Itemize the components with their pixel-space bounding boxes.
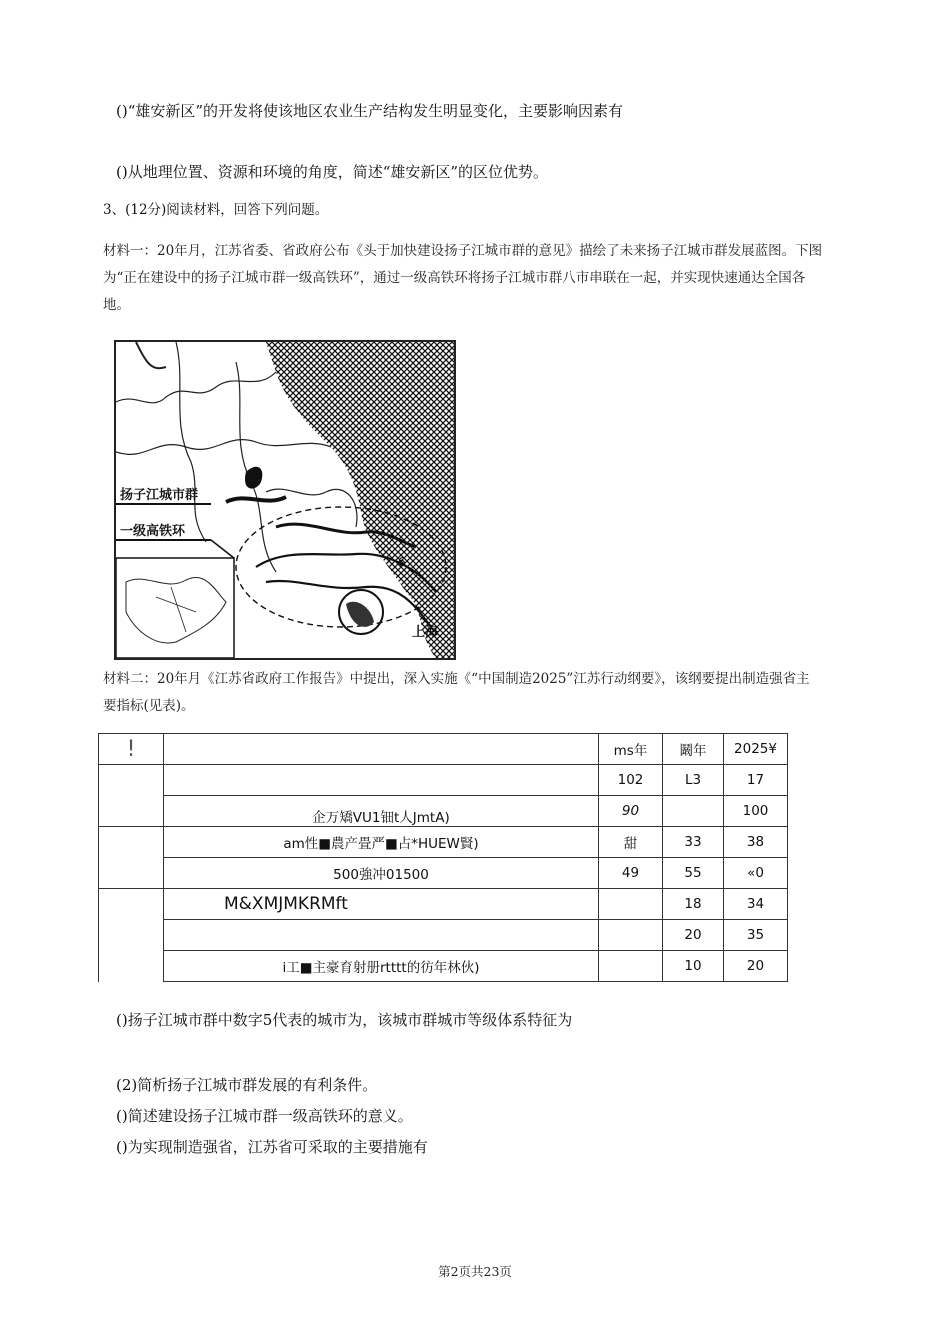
material-one: 材料一：20年月，江苏省委、省政府公布《头于加快建设扬子江城市群的意见》描绘了未来扬子江城市群发展蓝图。下图为“正在建设中的扬子江城市群一级高铁环”，通过一级高铁环将扬子江城市群八市串联在一起，并实现快速通达全国各地。 — [103, 243, 823, 313]
legend-cluster-label: 扬子江城市群 — [120, 488, 199, 503]
table-header-cell — [164, 734, 599, 765]
table-row — [99, 765, 788, 796]
table-cell: i工■主豪育射册rtttt的彷年林伙) — [164, 951, 599, 982]
table-cell — [99, 889, 164, 920]
table-cell: 49 — [599, 858, 663, 889]
table-cell: 18 — [663, 889, 724, 920]
table-header-cell: 鬫年 — [663, 734, 724, 765]
table-cell — [99, 858, 164, 889]
table-cell — [663, 796, 724, 827]
sub-question-2: (2)简析扬子江城市群发展的有利条件。 — [116, 1076, 378, 1094]
table-row — [99, 889, 788, 920]
table-header-row — [99, 734, 788, 765]
table-cell — [99, 827, 164, 858]
map-city-label: 上海 — [412, 625, 439, 640]
question-3-heading: 3、(12分)阅读材料，回答下列问题。 — [103, 202, 329, 218]
table-row — [99, 920, 788, 951]
table-row — [99, 951, 788, 982]
table-cell: 55 — [663, 858, 724, 889]
table-cell — [599, 951, 663, 982]
table-cell — [99, 951, 164, 982]
table-cell: 甜 — [599, 827, 663, 858]
sub-question-1: ()扬子江城市群中数字5代表的城市为，该城市群城市等级体系特征为 — [116, 1011, 573, 1029]
table-row — [99, 827, 788, 858]
table-cell — [99, 920, 164, 951]
table-cell: L3 — [663, 765, 724, 796]
question-a: ()“雄安新区”的开发将使该地区农业生产结构发生明显变化，主要影响因素有 — [116, 102, 624, 120]
table-cell: 34 — [724, 889, 788, 920]
table-header-cell: ms年 — [599, 734, 663, 765]
table-cell: am性■農产畳严■占*HUEW賢) — [164, 827, 599, 858]
table-cell: 20 — [724, 951, 788, 982]
table-row — [99, 858, 788, 889]
table-cell: 500強冲01500 — [164, 858, 599, 889]
table-cell: 10 — [663, 951, 724, 982]
table-cell — [164, 765, 599, 796]
legend-rail-label: 一级高铁环 — [120, 524, 186, 539]
table-cell: 100 — [724, 796, 788, 827]
table-header-cell: ! — [99, 734, 164, 765]
page-footer: 第2页共23页 — [438, 1264, 512, 1279]
sub-question-3: ()简述建设扬子江城市群一级高铁环的意义。 — [116, 1107, 413, 1125]
table-header-cell: 2025¥ — [724, 734, 788, 765]
indicator-table — [98, 733, 788, 982]
sub-question-4: ()为实现制造强省，江苏省可采取的主要措施有 — [116, 1138, 428, 1156]
table-cell: 20 — [663, 920, 724, 951]
table-cell — [99, 796, 164, 827]
map-number-label: 6 — [398, 555, 406, 569]
table-cell — [599, 889, 663, 920]
map-figure — [114, 340, 456, 660]
table-cell — [599, 920, 663, 951]
table-row — [99, 796, 788, 827]
table-cell: 102 — [599, 765, 663, 796]
table-cell — [164, 920, 599, 951]
table-cell: M&XMJMKRMft — [164, 889, 599, 920]
question-b: ()从地理位置、资源和环境的角度，简述“雄安新区”的区位优势。 — [116, 163, 549, 181]
material-two: 材料二：20年月《江苏省政府工作报告》中提出，深入实施《“中国制造2025”江苏行动纲要》，该纲要提出制造强省主要指标(见表)。 — [103, 671, 810, 714]
table-cell: 35 — [724, 920, 788, 951]
table-cell: 17 — [724, 765, 788, 796]
table-cell: «0 — [724, 858, 788, 889]
table-cell: 33 — [663, 827, 724, 858]
table-cell: 90 — [599, 796, 663, 827]
map-drawing — [116, 342, 454, 658]
table-cell: 38 — [724, 827, 788, 858]
table-cell — [99, 765, 164, 796]
table-cell: 企万矯VU1钿t人JmtA) — [164, 796, 599, 827]
